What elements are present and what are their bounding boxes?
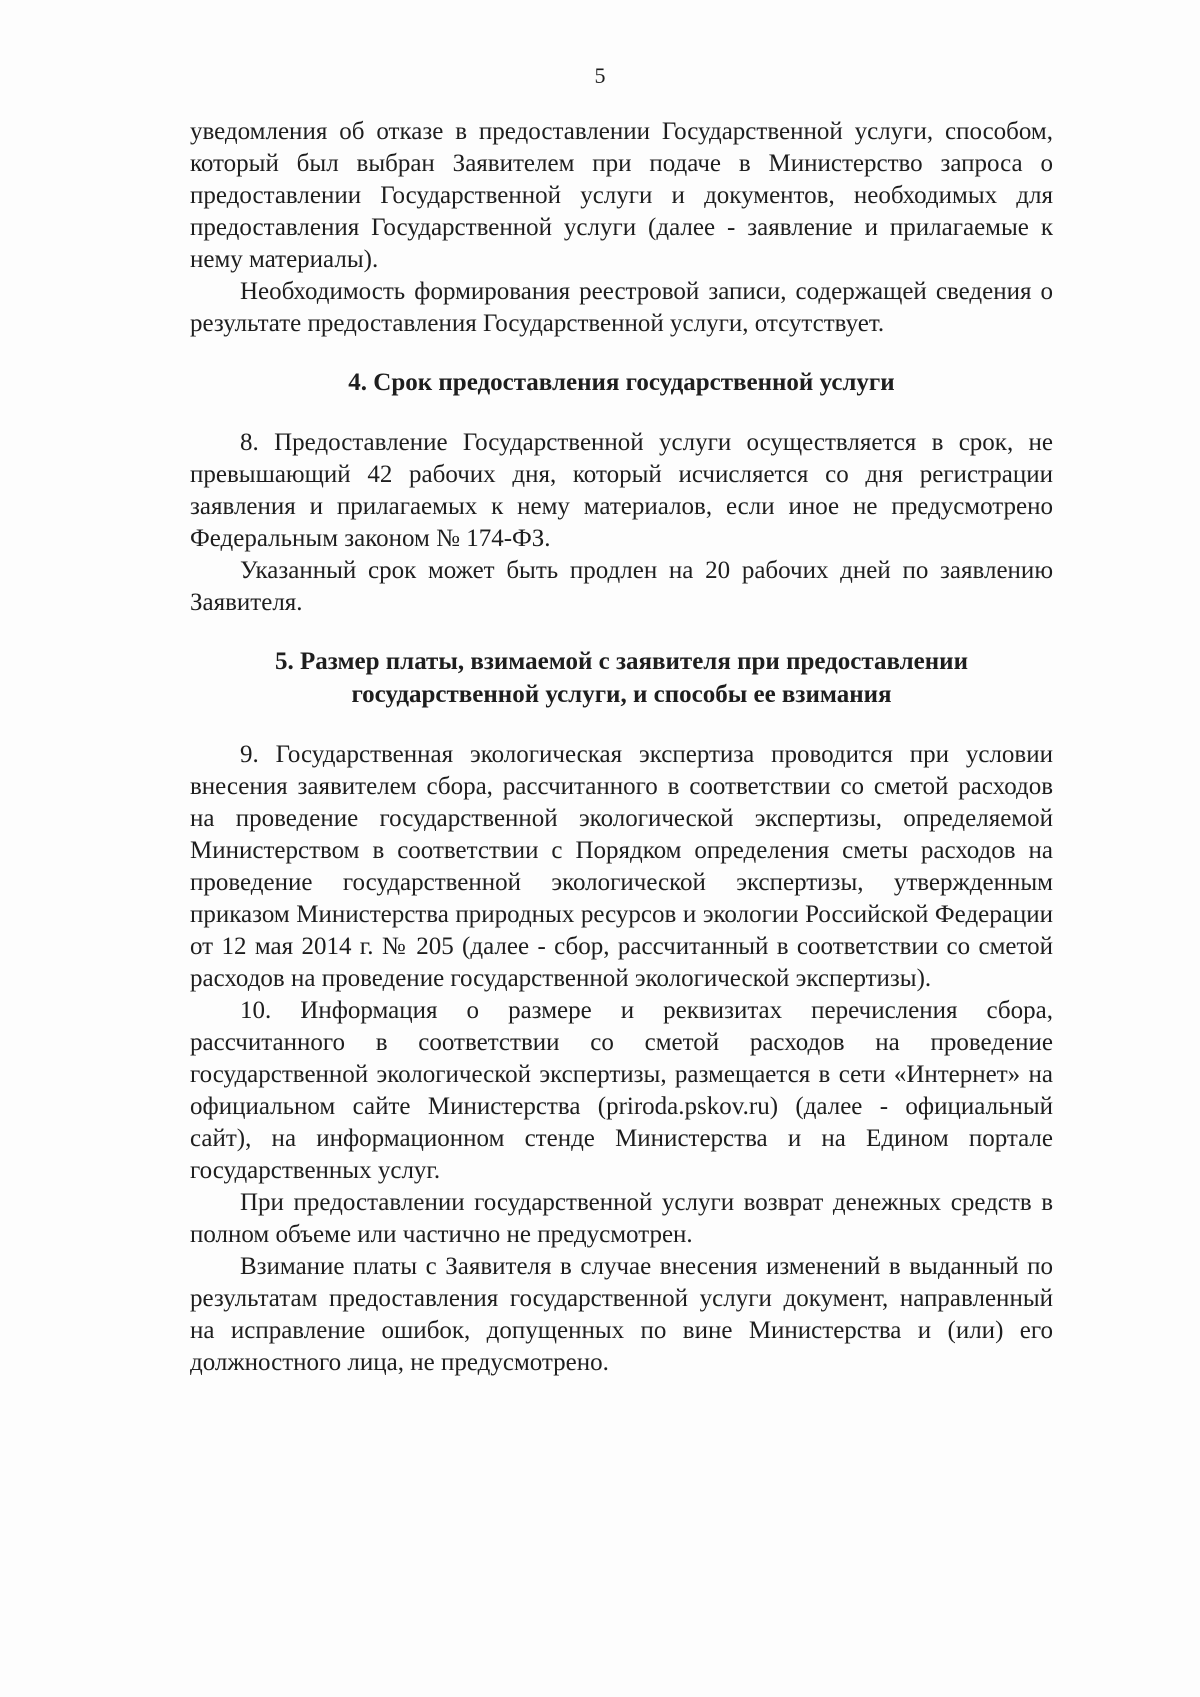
intro-paragraph-continuation: уведомления об отказе в предоставлении Государственной услуги, способом, который был выбран Заявителем при подаче в Министерство запроса о предоставлении Государственной услуги и документов, необходимых для предоставления Государственной услуги (далее - заявление и прилагаемые к нему материалы). (190, 118, 1053, 273)
clause-10-paragraph: 10. Информация о размере и реквизитах перечисления сбора, рассчитанного в соответствии со сметой расходов на проведение государственной экологической экспертизы, размещается в сети «Интернет» на официальном сайте Министерства (priroda.pskov.ru) (далее - официальный сайт), на информационном стенде Министерства и на Едином портале государственных услуг. (190, 997, 1053, 1184)
section-4-heading: 4. Срок предоставления государственной услуги (348, 369, 895, 396)
document-body (190, 116, 1053, 1379)
spacer (190, 711, 1053, 739)
fee-correction-paragraph: Взимание платы с Заявителя в случае внесения изменений в выданный по результатам предоставления государственной услуги документ, направленный на исправление ошибок, допущенных по вине Министерства и (или) его должностного лица, не предусмотрено. (190, 1253, 1053, 1376)
section-5-heading-line-1: 5. Размер платы, взимаемой с заявителя при предоставлении (275, 648, 968, 675)
spacer (190, 619, 1053, 645)
section-5-heading (190, 645, 1053, 711)
spacer (190, 340, 1053, 366)
section-5-heading-line-2: государственной услуги, и способы ее взимания (351, 681, 892, 708)
refund-paragraph: При предоставлении государственной услуги возврат денежных средств в полном объеме или частично не предусмотрен. (190, 1189, 1053, 1248)
clause-8-paragraph: 8. Предоставление Государственной услуги осуществляется в срок, не превышающий 42 рабочих дня, который исчисляется со дня регистрации заявления и прилагаемых к нему материалов, если иное не предусмотрено Федеральным законом № 174-ФЗ. (190, 429, 1053, 552)
clause-9-paragraph: 9. Государственная экологическая экспертиза проводится при условии внесения заявителем сбора, рассчитанного в соответствии со сметой расходов на проведение государственной экологической экспертизы, определяемой Министерством в соответствии с Порядком определения сметы расходов на проведение государственной экологической экспертизы, утвержденным приказом Министерства природных ресурсов и экологии Российской Федерации от 12 мая 2014 г. № 205 (далее - сбор, рассчитанный в соответствии со сметой расходов на проведение государственной экологической экспертизы). (190, 741, 1053, 992)
spacer (190, 399, 1053, 427)
extension-paragraph: Указанный срок может быть продлен на 20 рабочих дней по заявлению Заявителя. (190, 557, 1053, 616)
page-number: 5 (594, 63, 606, 88)
registry-record-paragraph: Необходимость формирования реестровой записи, содержащей сведения о результате предоставления Государственной услуги, отсутствует. (190, 278, 1053, 337)
